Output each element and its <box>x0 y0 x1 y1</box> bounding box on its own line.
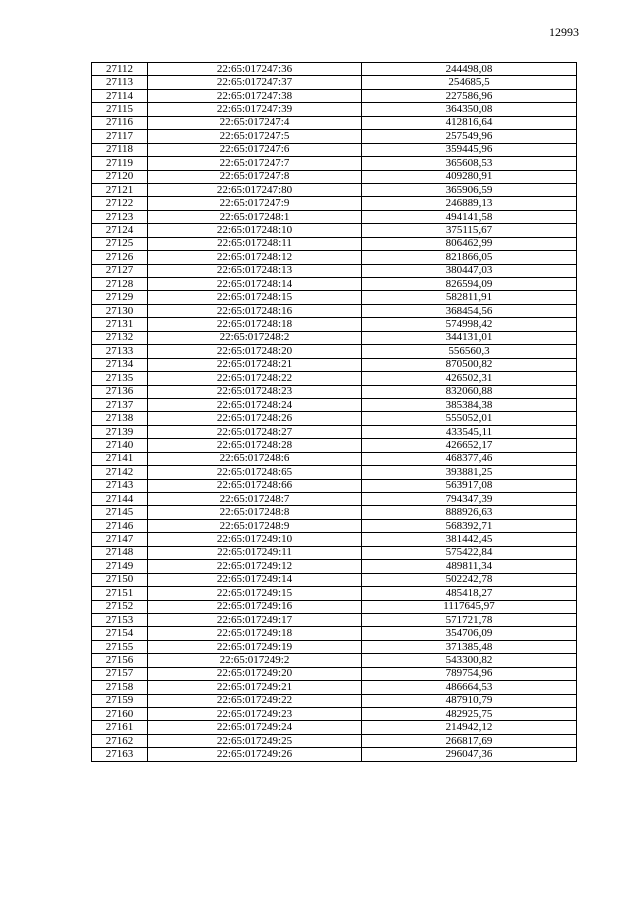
cadastral-number-cell: 22:65:017248:18 <box>148 318 362 331</box>
cadastral-number-cell: 22:65:017248:20 <box>148 345 362 358</box>
row-number-cell: 27124 <box>92 224 148 237</box>
table-row <box>92 748 577 761</box>
value-cell: 789754,96 <box>362 667 577 680</box>
cadastral-number-cell: 22:65:017248:26 <box>148 412 362 425</box>
table-row <box>92 667 577 680</box>
cadastral-number-cell: 22:65:017247:80 <box>148 183 362 196</box>
cadastral-number-cell: 22:65:017248:6 <box>148 452 362 465</box>
table-row <box>92 304 577 317</box>
cadastral-number-cell: 22:65:017249:11 <box>148 546 362 559</box>
value-cell: 582811,91 <box>362 291 577 304</box>
table-row <box>92 157 577 170</box>
cadastral-number-cell: 22:65:017248:66 <box>148 479 362 492</box>
table-row <box>92 318 577 331</box>
row-number-cell: 27147 <box>92 533 148 546</box>
table-row <box>92 345 577 358</box>
row-number-cell: 27123 <box>92 210 148 223</box>
table-row <box>92 358 577 371</box>
row-number-cell: 27130 <box>92 304 148 317</box>
cadastral-number-cell: 22:65:017247:6 <box>148 143 362 156</box>
cadastral-number-cell: 22:65:017248:28 <box>148 439 362 452</box>
cadastral-number-cell: 22:65:017248:65 <box>148 466 362 479</box>
table-row <box>92 170 577 183</box>
row-number-cell: 27151 <box>92 587 148 600</box>
table-row <box>92 210 577 223</box>
cadastral-number-cell: 22:65:017249:26 <box>148 748 362 761</box>
row-number-cell: 27119 <box>92 157 148 170</box>
cadastral-number-cell: 22:65:017248:10 <box>148 224 362 237</box>
cadastral-number-cell: 22:65:017247:5 <box>148 130 362 143</box>
cadastral-number-cell: 22:65:017249:10 <box>148 533 362 546</box>
row-number-cell: 27148 <box>92 546 148 559</box>
row-number-cell: 27145 <box>92 506 148 519</box>
value-cell: 246889,13 <box>362 197 577 210</box>
value-cell: 426652,17 <box>362 439 577 452</box>
table-row <box>92 385 577 398</box>
table-row <box>92 331 577 344</box>
cadastral-number-cell: 22:65:017248:7 <box>148 493 362 506</box>
cadastral-number-cell: 22:65:017247:4 <box>148 116 362 129</box>
row-number-cell: 27118 <box>92 143 148 156</box>
value-cell: 409280,91 <box>362 170 577 183</box>
value-cell: 214942,12 <box>362 721 577 734</box>
cadastral-number-cell: 22:65:017247:8 <box>148 170 362 183</box>
cadastral-number-cell: 22:65:017248:27 <box>148 425 362 438</box>
table-row <box>92 130 577 143</box>
value-cell: 574998,42 <box>362 318 577 331</box>
table-row <box>92 412 577 425</box>
value-cell: 821866,05 <box>362 251 577 264</box>
table-row <box>92 613 577 626</box>
row-number-cell: 27155 <box>92 640 148 653</box>
value-cell: 485418,27 <box>362 587 577 600</box>
value-cell: 296047,36 <box>362 748 577 761</box>
cadastral-number-cell: 22:65:017248:2 <box>148 331 362 344</box>
cadastral-number-cell: 22:65:017249:23 <box>148 708 362 721</box>
row-number-cell: 27153 <box>92 613 148 626</box>
row-number-cell: 27142 <box>92 466 148 479</box>
value-cell: 489811,34 <box>362 560 577 573</box>
row-number-cell: 27116 <box>92 116 148 129</box>
row-number-cell: 27125 <box>92 237 148 250</box>
value-cell: 354706,09 <box>362 627 577 640</box>
cadastral-number-cell: 22:65:017248:1 <box>148 210 362 223</box>
table-row <box>92 116 577 129</box>
cadastral-number-cell: 22:65:017249:25 <box>148 734 362 747</box>
value-cell: 393881,25 <box>362 466 577 479</box>
cadastral-number-cell: 22:65:017248:13 <box>148 264 362 277</box>
value-cell: 371385,48 <box>362 640 577 653</box>
value-cell: 482925,75 <box>362 708 577 721</box>
table-row <box>92 291 577 304</box>
value-cell: 365608,53 <box>362 157 577 170</box>
table-row <box>92 197 577 210</box>
row-number-cell: 27141 <box>92 452 148 465</box>
table-row <box>92 600 577 613</box>
row-number-cell: 27132 <box>92 331 148 344</box>
value-cell: 794347,39 <box>362 493 577 506</box>
cadastral-number-cell: 22:65:017249:17 <box>148 613 362 626</box>
value-cell: 832060,88 <box>362 385 577 398</box>
value-cell: 571721,78 <box>362 613 577 626</box>
row-number-cell: 27126 <box>92 251 148 264</box>
table-row <box>92 533 577 546</box>
cadastral-number-cell: 22:65:017248:11 <box>148 237 362 250</box>
value-cell: 486664,53 <box>362 681 577 694</box>
value-cell: 888926,63 <box>362 506 577 519</box>
table-row <box>92 372 577 385</box>
row-number-cell: 27114 <box>92 89 148 102</box>
row-number-cell: 27146 <box>92 519 148 532</box>
table-row <box>92 546 577 559</box>
row-number-cell: 27122 <box>92 197 148 210</box>
table-row <box>92 237 577 250</box>
row-number-cell: 27127 <box>92 264 148 277</box>
table-row <box>92 681 577 694</box>
value-cell: 368454,56 <box>362 304 577 317</box>
value-cell: 257549,96 <box>362 130 577 143</box>
value-cell: 364350,08 <box>362 103 577 116</box>
row-number-cell: 27144 <box>92 493 148 506</box>
row-number-cell: 27140 <box>92 439 148 452</box>
table-row <box>92 694 577 707</box>
row-number-cell: 27134 <box>92 358 148 371</box>
cadastral-number-cell: 22:65:017248:8 <box>148 506 362 519</box>
value-cell: 227586,96 <box>362 89 577 102</box>
table-row <box>92 183 577 196</box>
row-number-cell: 27160 <box>92 708 148 721</box>
table-row <box>92 708 577 721</box>
value-cell: 487910,79 <box>362 694 577 707</box>
value-cell: 426502,31 <box>362 372 577 385</box>
table-row <box>92 640 577 653</box>
row-number-cell: 27143 <box>92 479 148 492</box>
row-number-cell: 27163 <box>92 748 148 761</box>
value-cell: 266817,69 <box>362 734 577 747</box>
cadastral-number-cell: 22:65:017249:19 <box>148 640 362 653</box>
row-number-cell: 27158 <box>92 681 148 694</box>
table-row <box>92 63 577 76</box>
table-row <box>92 251 577 264</box>
table-row <box>92 560 577 573</box>
table-row <box>92 506 577 519</box>
cadastral-number-cell: 22:65:017249:22 <box>148 694 362 707</box>
table-row <box>92 398 577 411</box>
cadastral-number-cell: 22:65:017247:38 <box>148 89 362 102</box>
row-number-cell: 27133 <box>92 345 148 358</box>
cadastral-number-cell: 22:65:017247:7 <box>148 157 362 170</box>
cadastral-number-cell: 22:65:017248:9 <box>148 519 362 532</box>
table-row <box>92 519 577 532</box>
cadastral-number-cell: 22:65:017247:36 <box>148 63 362 76</box>
value-cell: 543300,82 <box>362 654 577 667</box>
value-cell: 494141,58 <box>362 210 577 223</box>
value-cell: 375115,67 <box>362 224 577 237</box>
row-number-cell: 27121 <box>92 183 148 196</box>
cadastral-number-cell: 22:65:017248:23 <box>148 385 362 398</box>
value-cell: 244498,08 <box>362 63 577 76</box>
value-cell: 575422,84 <box>362 546 577 559</box>
table-row <box>92 493 577 506</box>
table-row <box>92 452 577 465</box>
page-number: 12993 <box>549 25 579 39</box>
cadastral-number-cell: 22:65:017248:16 <box>148 304 362 317</box>
value-cell: 556560,3 <box>362 345 577 358</box>
row-number-cell: 27135 <box>92 372 148 385</box>
data-table <box>91 62 577 762</box>
table-row <box>92 654 577 667</box>
cadastral-number-cell: 22:65:017249:20 <box>148 667 362 680</box>
value-cell: 412816,64 <box>362 116 577 129</box>
table-row <box>92 224 577 237</box>
cadastral-number-cell: 22:65:017248:12 <box>148 251 362 264</box>
table-row <box>92 721 577 734</box>
table-row <box>92 278 577 291</box>
row-number-cell: 27149 <box>92 560 148 573</box>
value-cell: 365906,59 <box>362 183 577 196</box>
row-number-cell: 27139 <box>92 425 148 438</box>
value-cell: 359445,96 <box>362 143 577 156</box>
row-number-cell: 27120 <box>92 170 148 183</box>
row-number-cell: 27152 <box>92 600 148 613</box>
row-number-cell: 27154 <box>92 627 148 640</box>
value-cell: 806462,99 <box>362 237 577 250</box>
value-cell: 433545,11 <box>362 425 577 438</box>
row-number-cell: 27137 <box>92 398 148 411</box>
cadastral-number-cell: 22:65:017248:15 <box>148 291 362 304</box>
row-number-cell: 27117 <box>92 130 148 143</box>
table-row <box>92 89 577 102</box>
table-row <box>92 439 577 452</box>
table-row <box>92 627 577 640</box>
row-number-cell: 27159 <box>92 694 148 707</box>
value-cell: 1117645,97 <box>362 600 577 613</box>
row-number-cell: 27150 <box>92 573 148 586</box>
cadastral-number-cell: 22:65:017249:15 <box>148 587 362 600</box>
value-cell: 502242,78 <box>362 573 577 586</box>
cadastral-number-cell: 22:65:017247:37 <box>148 76 362 89</box>
cadastral-number-cell: 22:65:017248:21 <box>148 358 362 371</box>
row-number-cell: 27129 <box>92 291 148 304</box>
row-number-cell: 27157 <box>92 667 148 680</box>
cadastral-number-cell: 22:65:017249:16 <box>148 600 362 613</box>
table-body <box>92 63 577 762</box>
value-cell: 870500,82 <box>362 358 577 371</box>
cadastral-number-cell: 22:65:017247:9 <box>148 197 362 210</box>
row-number-cell: 27113 <box>92 76 148 89</box>
table-row <box>92 587 577 600</box>
cadastral-number-cell: 22:65:017247:39 <box>148 103 362 116</box>
table-row <box>92 573 577 586</box>
value-cell: 344131,01 <box>362 331 577 344</box>
row-number-cell: 27112 <box>92 63 148 76</box>
cadastral-number-cell: 22:65:017248:24 <box>148 398 362 411</box>
row-number-cell: 27136 <box>92 385 148 398</box>
cadastral-number-cell: 22:65:017248:14 <box>148 278 362 291</box>
value-cell: 555052,01 <box>362 412 577 425</box>
table-row <box>92 76 577 89</box>
table-row <box>92 264 577 277</box>
value-cell: 563917,08 <box>362 479 577 492</box>
value-cell: 380447,03 <box>362 264 577 277</box>
table-row <box>92 734 577 747</box>
value-cell: 254685,5 <box>362 76 577 89</box>
cadastral-number-cell: 22:65:017249:18 <box>148 627 362 640</box>
table-row <box>92 103 577 116</box>
cadastral-number-cell: 22:65:017249:24 <box>148 721 362 734</box>
cadastral-number-cell: 22:65:017249:14 <box>148 573 362 586</box>
row-number-cell: 27138 <box>92 412 148 425</box>
table-row <box>92 466 577 479</box>
row-number-cell: 27115 <box>92 103 148 116</box>
row-number-cell: 27131 <box>92 318 148 331</box>
table-row <box>92 479 577 492</box>
value-cell: 381442,45 <box>362 533 577 546</box>
value-cell: 385384,38 <box>362 398 577 411</box>
cadastral-number-cell: 22:65:017249:12 <box>148 560 362 573</box>
row-number-cell: 27161 <box>92 721 148 734</box>
value-cell: 468377,46 <box>362 452 577 465</box>
cadastral-number-cell: 22:65:017249:21 <box>148 681 362 694</box>
cadastral-number-cell: 22:65:017248:22 <box>148 372 362 385</box>
row-number-cell: 27162 <box>92 734 148 747</box>
cadastral-number-cell: 22:65:017249:2 <box>148 654 362 667</box>
row-number-cell: 27156 <box>92 654 148 667</box>
table-row <box>92 425 577 438</box>
value-cell: 568392,71 <box>362 519 577 532</box>
row-number-cell: 27128 <box>92 278 148 291</box>
value-cell: 826594,09 <box>362 278 577 291</box>
table-row <box>92 143 577 156</box>
